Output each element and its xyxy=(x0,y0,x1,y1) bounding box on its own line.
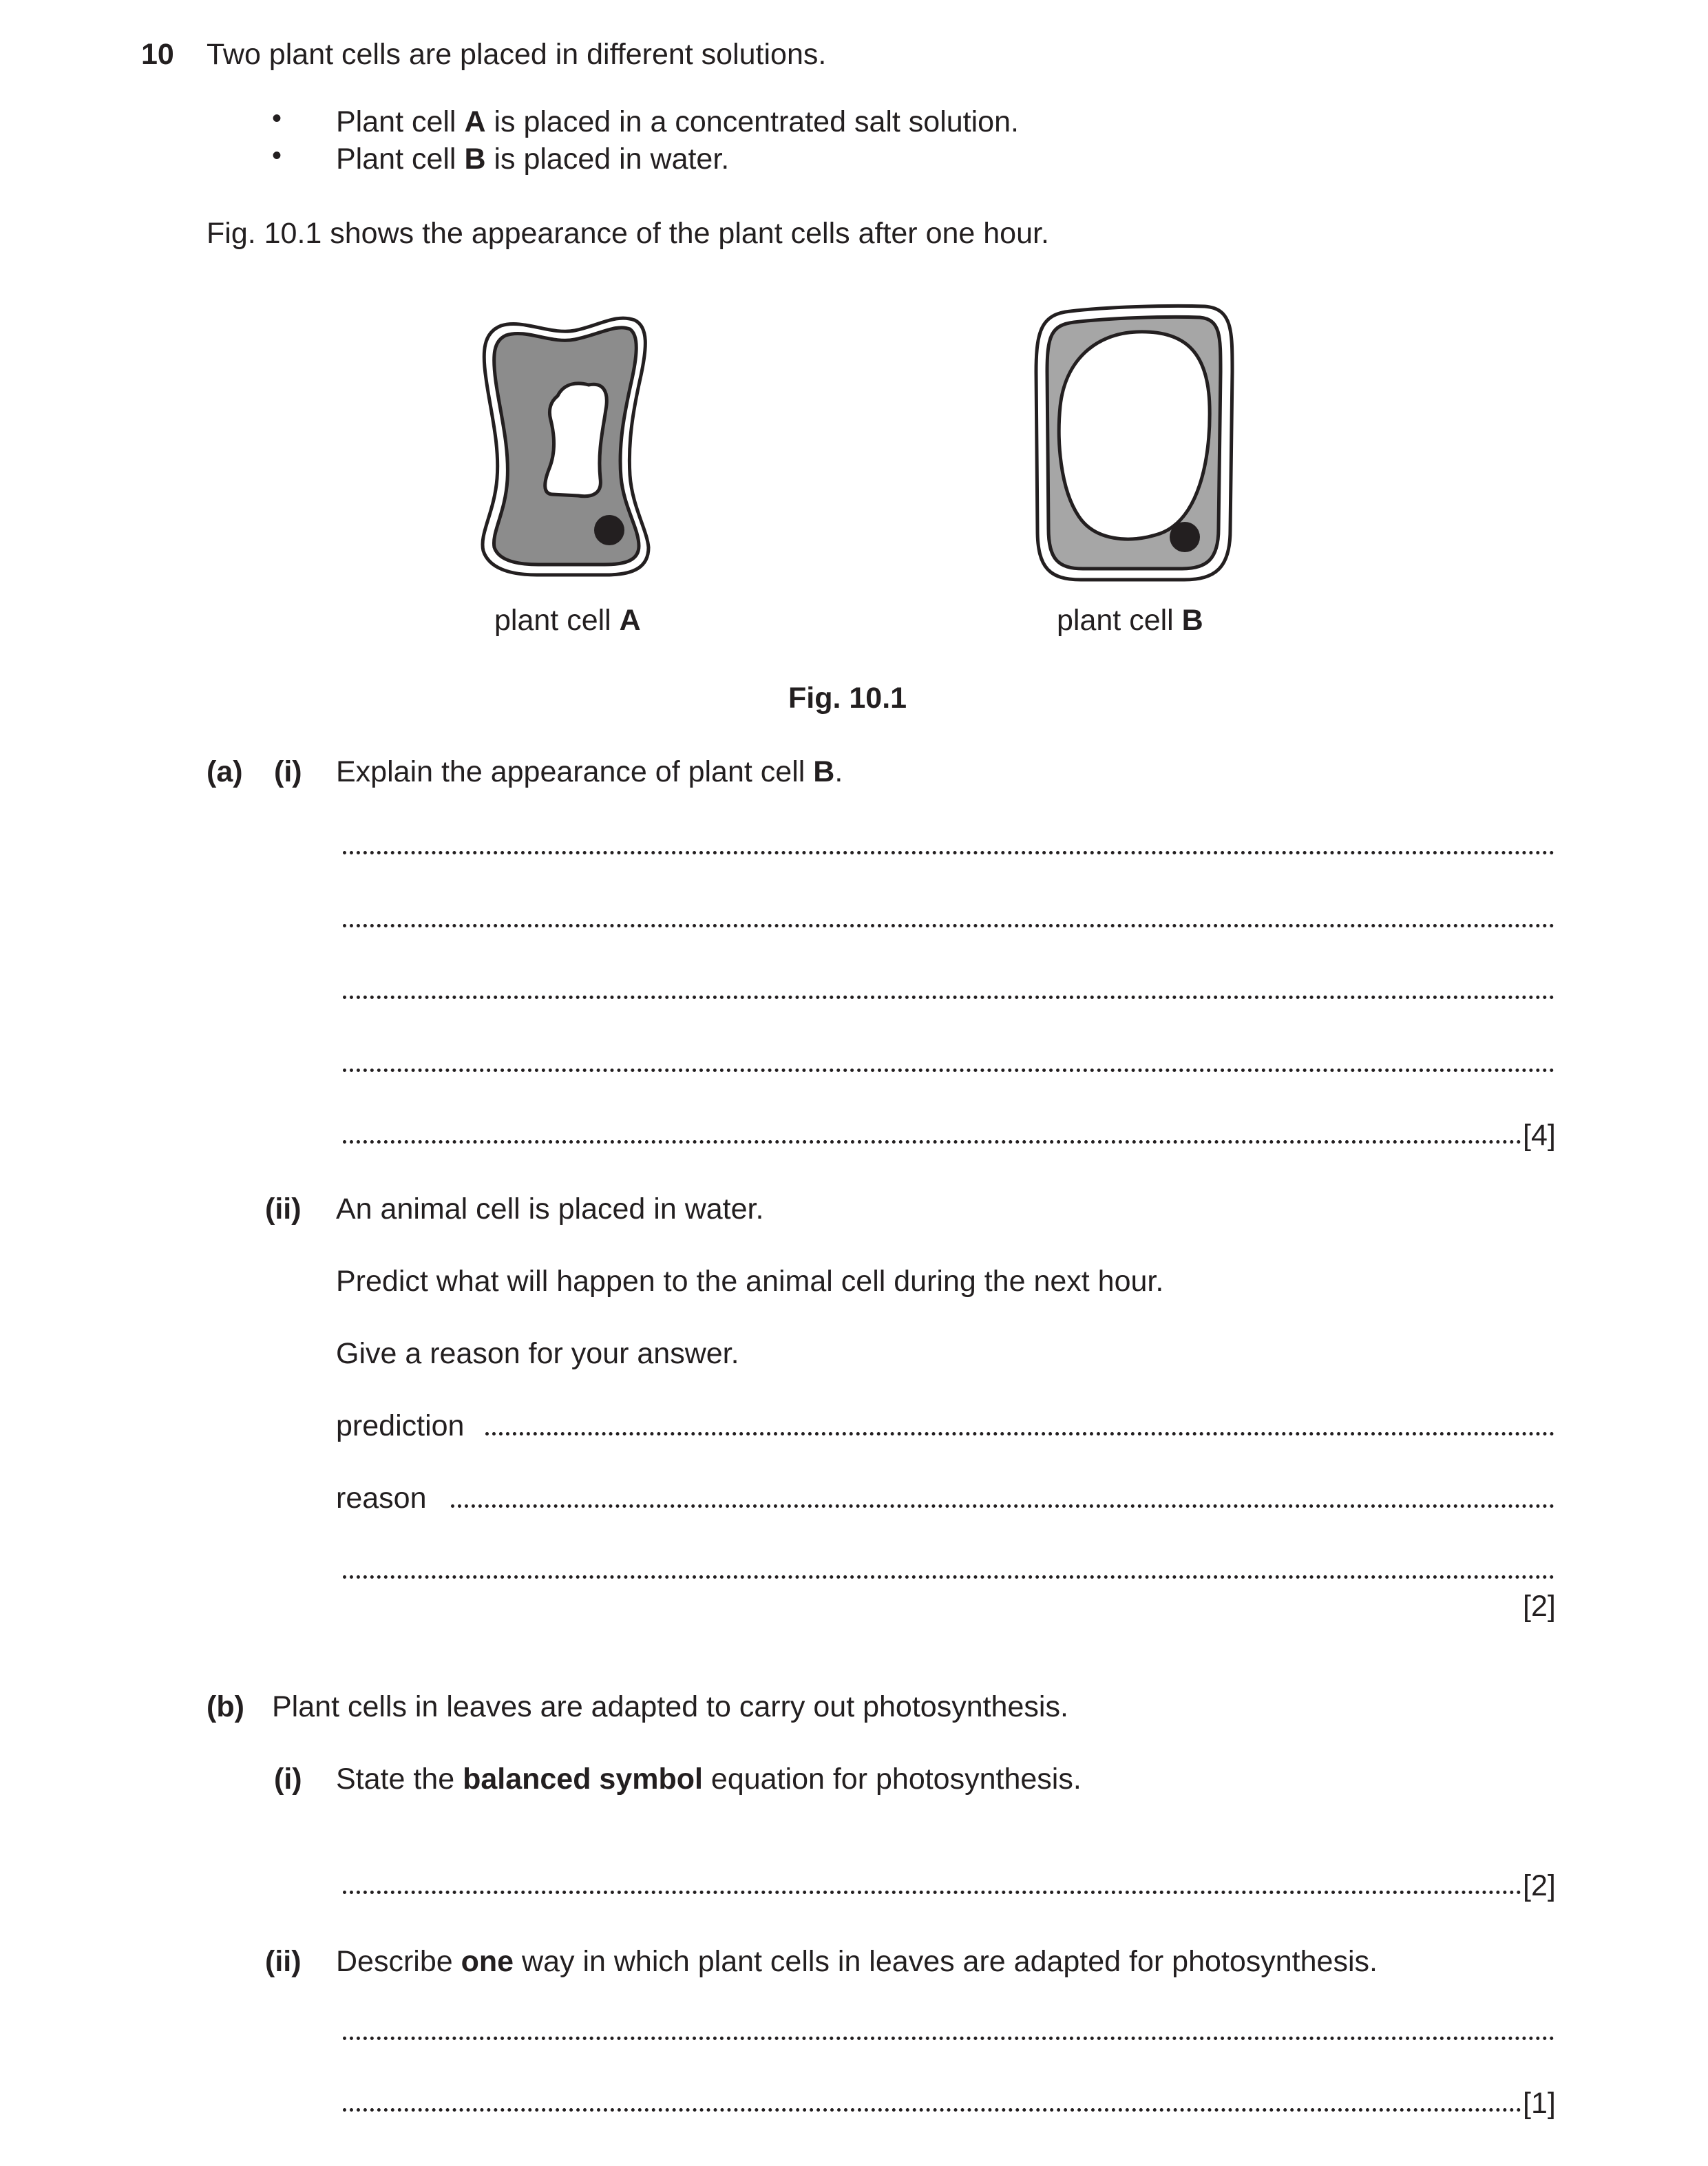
reason-label: reason xyxy=(336,1482,427,1515)
part-b-label: (b) xyxy=(207,1690,244,1723)
marks-a-i: [4] xyxy=(1523,1119,1556,1152)
part-b-stem: Plant cells in leaves are adapted to carry out photosynthesis. xyxy=(272,1690,1068,1723)
part-b-i-label: (i) xyxy=(274,1763,302,1796)
answer-line[interactable] xyxy=(343,1891,1521,1894)
marks-b-ii: [1] xyxy=(1523,2087,1556,2120)
answer-line[interactable] xyxy=(343,2108,1521,2112)
plant-cell-a-label: plant cell A xyxy=(494,604,641,637)
part-a-i-label: (i) xyxy=(274,755,302,788)
prediction-label: prediction xyxy=(336,1409,465,1442)
bullet-text-a: Plant cell A is placed in a concentrated salt solution. xyxy=(336,105,1019,138)
part-a-ii-line1: An animal cell is placed in water. xyxy=(336,1192,764,1226)
part-a-label: (a) xyxy=(207,755,243,788)
part-a-i-text: Explain the appearance of plant cell B. xyxy=(336,755,843,788)
figure-caption: Fig. 10.1 xyxy=(788,682,907,715)
part-a-ii-line3: Give a reason for your answer. xyxy=(336,1337,739,1370)
answer-line[interactable] xyxy=(343,851,1554,854)
figure-intro: Fig. 10.1 shows the appearance of the plant cells after one hour. xyxy=(207,217,1049,250)
answer-line[interactable] xyxy=(343,2037,1554,2040)
question-stem: Two plant cells are placed in different solutions. xyxy=(207,38,827,71)
plant-cell-a-diagram xyxy=(475,313,661,578)
marks-b-i: [2] xyxy=(1523,1869,1556,1902)
answer-line[interactable] xyxy=(343,1140,1521,1144)
answer-line[interactable] xyxy=(343,1069,1554,1072)
part-b-i-text: State the balanced symbol equation for photosynthesis. xyxy=(336,1763,1082,1796)
part-b-ii-text: Describe one way in which plant cells in leaves are adapted for photosynthesis. xyxy=(336,1945,1378,1978)
prediction-answer-line[interactable] xyxy=(485,1432,1554,1436)
reason-answer-line[interactable] xyxy=(451,1504,1554,1508)
part-a-ii-label: (ii) xyxy=(265,1192,302,1226)
question-number: 10 xyxy=(141,38,174,71)
part-b-ii-label: (ii) xyxy=(265,1945,302,1978)
bullet-point: • xyxy=(272,140,282,171)
bullet-text-b: Plant cell B is placed in water. xyxy=(336,143,730,176)
bullet-point: • xyxy=(272,103,282,134)
plant-cell-b-label: plant cell B xyxy=(1057,604,1203,637)
answer-line[interactable] xyxy=(343,1575,1554,1579)
answer-line[interactable] xyxy=(343,996,1554,999)
part-a-ii-line2: Predict what will happen to the animal cell during the next hour. xyxy=(336,1265,1164,1298)
marks-a-ii: [2] xyxy=(1523,1590,1556,1623)
answer-line[interactable] xyxy=(343,924,1554,927)
plant-cell-b-diagram xyxy=(1029,303,1243,585)
